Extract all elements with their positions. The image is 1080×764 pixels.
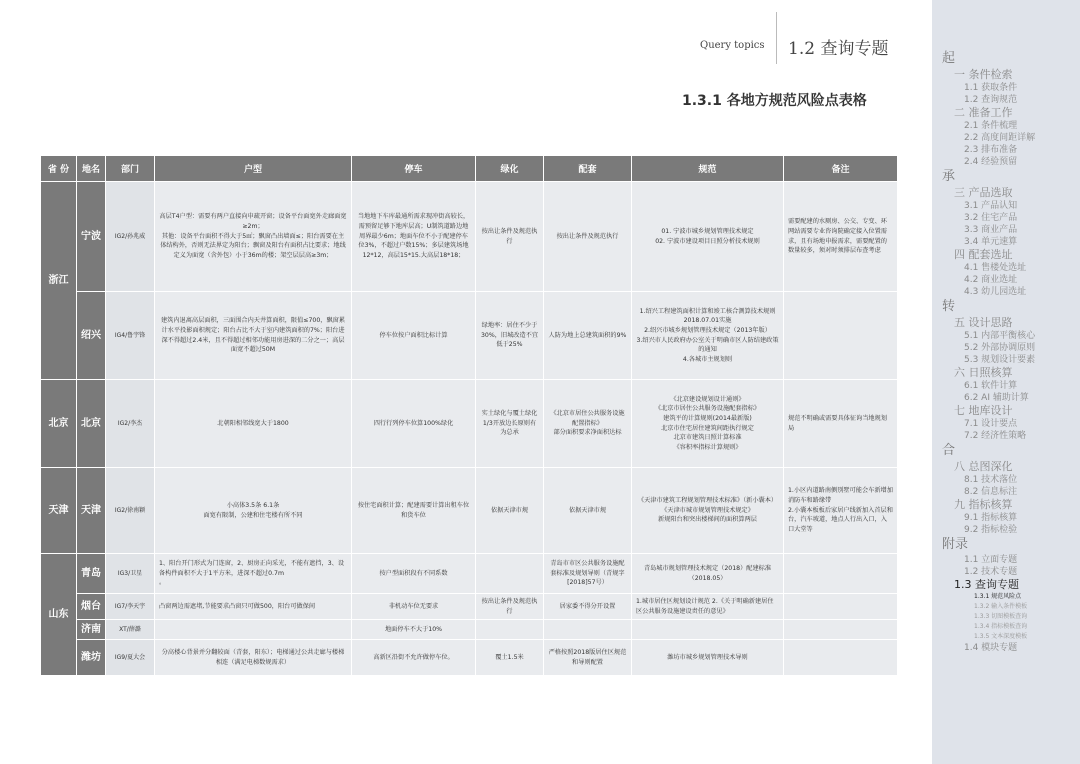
peitao-cell: 《北京市居住公共服务设施配置指标》 部分面积要求净面积达标 [544,380,632,468]
province-cell: 天津 [41,468,77,554]
toc-item[interactable]: 三 产品选取 [954,186,1013,199]
lvhua-cell: 按出让条件及规范执行 [476,182,544,292]
toc-item[interactable]: 9.2 指标检验 [964,525,1018,535]
lvhua-cell: 依据天津市规 [476,468,544,554]
toc-item[interactable]: 1.3.1 规范风险点 [974,593,1022,600]
toc-item[interactable]: 八 总图深化 [954,460,1013,473]
table-header-row [41,156,898,182]
toc-item[interactable]: 3.4 单元速算 [964,237,1018,247]
city-cell: 北京 [77,380,106,468]
tingche-cell: 四行行列停车位算100%绿化 [352,380,476,468]
city-cell: 宁波 [77,182,106,292]
toc-item[interactable]: 5.2 外部协调原则 [964,343,1036,353]
beizhu-cell: 1.小区内道路南侧别墅可能会车新增加消防车和路缘带 2.小囊本板板后家居户线新加入首层和台，汽车坡道，地点人行出入口，入口大堂等 [784,468,898,554]
guifan-cell [632,620,784,640]
peitao-cell: 人防为地上总建筑面积的9% [544,292,632,380]
toc-item[interactable]: 3.2 住宅产品 [964,213,1018,223]
toc-item[interactable]: 1.1 获取条件 [964,83,1018,93]
huxing-cell: 1、阳台开门形式为门连窗，2、厨房正向采光，不能有遮挡，3、设备构件面积不大于1平方米，进深不超过0.7m 。 [155,554,352,594]
table-row [41,594,898,620]
toc-item[interactable]: 5.1 内部平衡核心 [964,331,1036,341]
toc-item[interactable]: 8.1 技术落位 [964,475,1018,485]
toc-item[interactable]: 2.2 高度间距详解 [964,133,1036,143]
guifan-cell: 《天津市建筑工程规划管理技术标准》（新小囊本） 《天津市城市规划管理技术规定》 新规阳台和突出楼梯间的面积算两层 [632,468,784,554]
dept-cell: IG2/徐南颖 [106,468,155,554]
guifan-cell: 《北京建设规划设计通则》 《北京市居住公共服务设施配套指标》 建筑平的计算规则(2014最新版) 北京市住宅居住建筑间距执行规定 北京市建筑日照计算标准 《容积率指标计算规则》 [632,380,784,468]
header-english: Query topics [700,40,765,51]
huxing-cell: 高层T4户型：需要有两户直接向申疏开窗；设备平台面宽外走廊面宽≥2m； 其他：设备平台面积不得大于5㎡；飘窗凸出墙面≤；阳台需要在主体结构外，否则无法界定为阳台；飘窗及阳台有面积占比要求；地线定义为面宽（含外包）小于36m的楼；架空层层高≥3m； [155,182,352,292]
guifan-cell: 1.绍兴工程建筑面积计算和竣工核合测算技术规则2018.07.01实施 2.绍兴市城乡规划管理技术规定（2013年版） 3.绍兴市人民政府办公室关于明确市区人防结建政策的通知 4.各城市主规划则 [632,292,784,380]
col-header: 规范 [632,156,784,182]
toc-item[interactable]: 五 设计思路 [954,316,1013,329]
dept-cell: IG3/卫星 [106,554,155,594]
beizhu-cell [784,594,898,620]
huxing-cell: 分高楼心背景并分翻较面（青套，阳东）；电梯通过公共走廊与楼梯相连（满足电梯数规需求） [155,640,352,676]
toc-item[interactable]: 3.3 商业产品 [964,225,1018,235]
col-header: 配套 [544,156,632,182]
toc-sidebar [932,0,1080,764]
tingche-cell: 地面停车不大于10% [352,620,476,640]
toc-section-head: 承 [942,169,956,184]
col-header: 部门 [106,156,155,182]
city-cell: 绍兴 [77,292,106,380]
toc-item[interactable]: 九 指标核算 [954,498,1013,511]
beizhu-cell [784,554,898,594]
col-header: 备注 [784,156,898,182]
toc-item[interactable]: 4.1 售楼处选址 [964,263,1027,273]
table-row [41,640,898,676]
huxing-cell: 北朝阳相邻线宽大于1800 [155,380,352,468]
toc-item[interactable]: 六 日照核算 [954,366,1013,379]
huxing-cell: 建筑内退离高层面积，三面围合内天井算面积，限值≤700，飘窗累计水平投影面积规定；阳台占比不大于室内建筑面积的7%；阳台进深不得超过2.4米，且不得超过相邻功能用房进深的二分之一；高层面宽不超过50M [155,292,352,380]
toc-item[interactable]: 8.2 信息标注 [964,487,1018,497]
city-cell: 烟台 [77,594,106,620]
table-row [41,380,898,468]
page-title: 1.3.1 各地方规范风险点表格 [682,93,867,109]
tingche-cell: 按住宅面积计算；配建需要计算出租车位和货车位 [352,468,476,554]
toc-item[interactable]: 9.1 指标核算 [964,513,1018,523]
peitao-cell: 居家委不得分开设置 [544,594,632,620]
toc-item[interactable]: 7.2 经济性策略 [964,431,1027,441]
tingche-cell: 当地地下车库最通所需求现冲街高较长，需预留足够下地库层高；U制筑道路边地周界最少6m；地面车位不小于配建停车位3%，不超过户数15%；多层建筑场地12*12，高层15*15.大高层18*18； [352,182,476,292]
toc-item[interactable]: 1.2 技术专题 [964,567,1018,577]
peitao-cell: 依据天津市规 [544,468,632,554]
toc-item[interactable]: 1.4 模块专题 [964,643,1018,653]
toc-item[interactable]: 四 配套选址 [954,248,1013,261]
toc-item[interactable]: 7.1 设计要点 [964,419,1018,429]
tingche-cell: 按户型面积段有不同系数 [352,554,476,594]
toc-item[interactable]: 1.2 查询规范 [964,95,1018,105]
dept-cell: IG2/孙兆威 [106,182,155,292]
lvhua-cell [476,554,544,594]
toc-item[interactable]: 4.2 商业选址 [964,275,1018,285]
header-divider [776,12,777,64]
toc-item[interactable]: 1.3.3 切图模板查询 [974,613,1028,620]
lvhua-cell: 实土绿化与覆土绿化 1/3开放边长原则有为总承 [476,380,544,468]
tingche-cell: 非机动车位无要求 [352,594,476,620]
toc-item[interactable]: 5.3 规划设计要素 [964,355,1036,365]
province-cell: 山东 [41,554,77,676]
dept-cell: IG7/李天宇 [106,594,155,620]
toc-section-head: 起 [942,51,956,66]
guifan-cell: 潍坊市城乡规划管理技术导则 [632,640,784,676]
col-header: 停车 [352,156,476,182]
huxing-cell: 小高体3.5条 6.1条 面宽有限制，公建和住宅楼有所不同 [155,468,352,554]
city-cell: 济南 [77,620,106,640]
toc-item[interactable]: 2.3 排布准备 [964,145,1018,155]
beizhu-cell [784,640,898,676]
table-row [41,468,898,554]
toc-item[interactable]: 6.1 软件计算 [964,381,1018,391]
toc-item[interactable]: 七 地库设计 [954,404,1013,417]
peitao-cell: 青岛市市区公共服务设施配套标准及规划导则（青规字[2018]57号） [544,554,632,594]
dept-cell: IG9/夏大会 [106,640,155,676]
toc-item[interactable]: 1.3.4 指标模板查询 [974,623,1028,630]
guifan-cell: 青岛城市规划管理技术规定（2018）配建标准（2018.05） [632,554,784,594]
province-cell: 浙江 [41,182,77,380]
toc-item[interactable]: 3.1 产品认知 [964,201,1018,211]
header-chinese: 1.2 查询专题 [788,39,889,59]
risk-table [40,155,897,676]
toc-item[interactable]: 1.3.5 文本深度模板 [974,633,1028,640]
huxing-cell: 凸窗两边需遮堵,节能要求凸窗只可做500，阳台可做保间 [155,594,352,620]
toc-section-head: 合 [942,443,956,458]
table-row [41,292,898,380]
toc-item[interactable]: 一 条件检索 [954,68,1013,81]
col-header: 绿化 [476,156,544,182]
lvhua-cell [476,620,544,640]
col-header: 户型 [155,156,352,182]
huxing-cell [155,620,352,640]
beizhu-cell [784,292,898,380]
guifan-cell: 1.城市居住区规划设计规范 2.《关于明确新建居住区公共服务设施建设责任的意见》 [632,594,784,620]
col-header: 省 份 [41,156,77,182]
dept-cell: IG4/鲁宇锋 [106,292,155,380]
col-header: 地名 [77,156,106,182]
peitao-cell [544,620,632,640]
dept-cell: XT/薛潞 [106,620,155,640]
lvhua-cell: 覆土1.5米 [476,640,544,676]
lvhua-cell: 绿地率：居住不少于30%，旧城改造不宜低于25% [476,292,544,380]
city-cell: 潍坊 [77,640,106,676]
table-row [41,620,898,640]
guifan-cell: 01. 宁波市城乡规划管理技术规定 02. 宁波市建设项目日照分析技术规则 [632,182,784,292]
toc-section-head: 附录 [942,537,969,552]
dept-cell: IG2/李杰 [106,380,155,468]
toc-item[interactable]: 1.1 立面专题 [964,555,1018,565]
peitao-cell: 按出让条件及规范执行 [544,182,632,292]
province-cell: 北京 [41,380,77,468]
toc-item[interactable]: 4.3 幼儿园选址 [964,287,1027,297]
tingche-cell: 高新区沿街不允许做停车位。 [352,640,476,676]
beizhu-cell [784,620,898,640]
toc-item[interactable]: 1.3.2 输入条件模板 [974,603,1028,610]
beizhu-cell: 需要配建的水厕房、公交、专变、环网站需要专业咨询院确定接入位置需求，且有场地申报需求，需要配置的数量较多，须对时须排层布查考虑 [784,182,898,292]
toc-item[interactable]: 6.2 AI 辅助计算 [964,393,1029,403]
beizhu-cell: 规范不明确或需要具体征询当地规划局 [784,380,898,468]
peitao-cell: 严格按照2018版居住区规范和导则配置 [544,640,632,676]
toc-item[interactable]: 二 准备工作 [954,106,1013,119]
toc-item[interactable]: 2.1 条件梳理 [964,121,1018,131]
lvhua-cell: 按出让条件及规范执行 [476,594,544,620]
city-cell: 天津 [77,468,106,554]
table-row [41,182,898,292]
table-row [41,554,898,594]
toc-item[interactable]: 1.3 查询专题 [954,578,1019,591]
tingche-cell: 停车位按户面积比标计算 [352,292,476,380]
toc-item[interactable]: 2.4 经验预留 [964,157,1018,167]
toc-section-head: 转 [942,299,956,314]
city-cell: 青岛 [77,554,106,594]
